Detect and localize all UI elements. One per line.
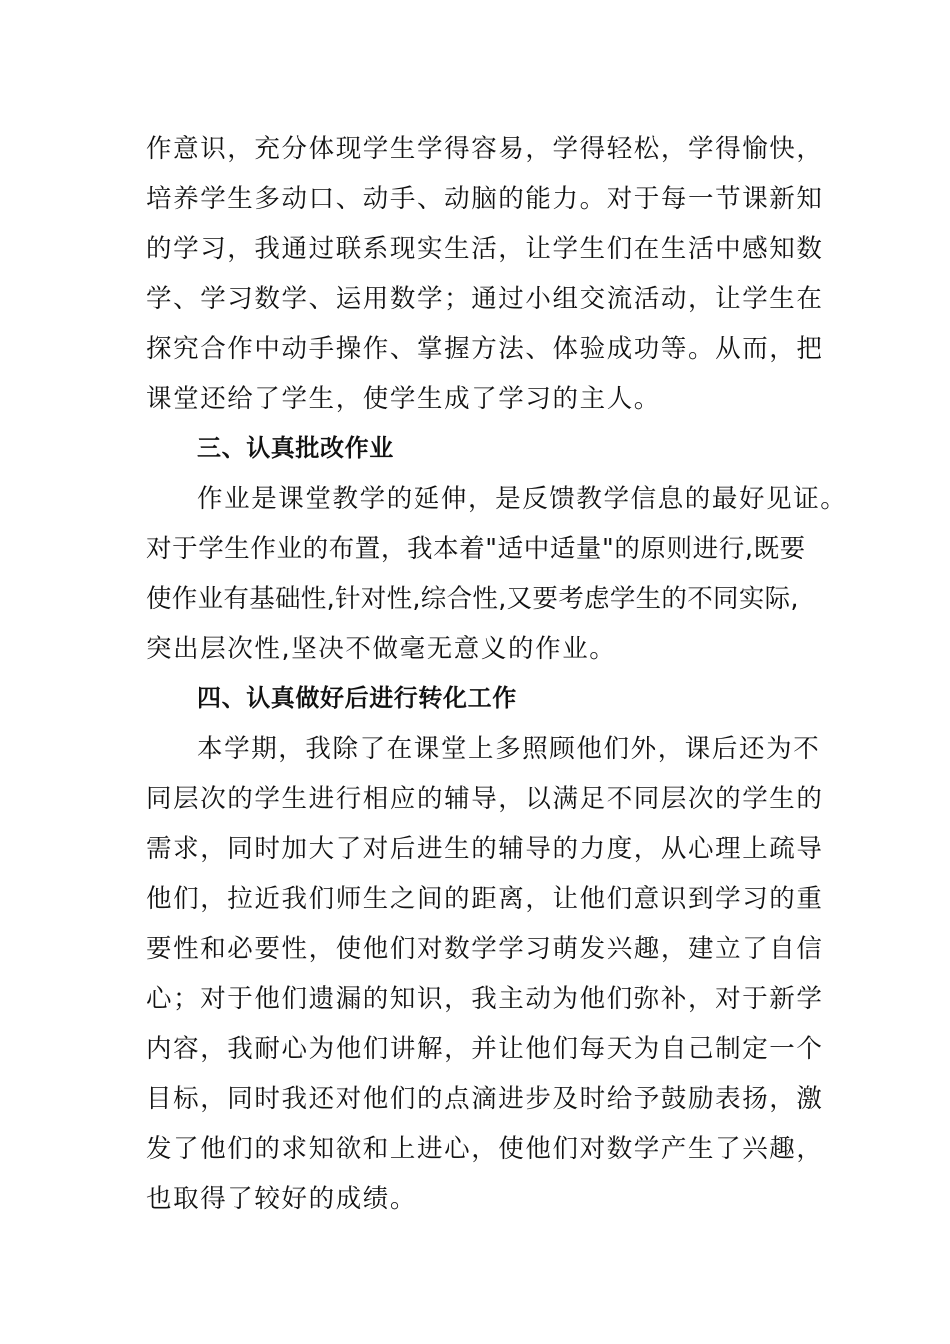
- paragraph-1-line: 探究合作中动手操作、掌握方法、体验成功等。从而，把: [146, 334, 824, 364]
- paragraph-1-line: 课堂还给了学生，使学生成了学习的主人。: [146, 384, 661, 414]
- paragraph-3-line: 需求，同时加大了对后进生的辅导的力度，从心理上疏导: [146, 834, 824, 864]
- paragraph-1-line: 学、学习数学、运用数学；通过小组交流活动，让学生在: [146, 284, 824, 314]
- paragraph-2-line: 突出层次性,坚决不做毫无意义的作业。: [146, 634, 617, 664]
- paragraph-3-line: 他们，拉近我们师生之间的距离，让他们意识到学习的重: [146, 884, 824, 914]
- paragraph-1-line: 作意识，充分体现学生学得容易，学得轻松，学得愉快，: [146, 134, 824, 164]
- paragraph-3-line: 目标，同时我还对他们的点滴进步及时给予鼓励表扬，激: [146, 1084, 824, 1114]
- paragraph-2-line: 作业是课堂教学的延伸，是反馈教学信息的最好见证。: [197, 484, 848, 514]
- section-heading-3: 三、认真批改作业: [197, 434, 394, 462]
- paragraph-1-line: 的学习，我通过联系现实生活，让学生们在生活中感知数: [146, 234, 824, 264]
- paragraph-3-line: 本学期，我除了在课堂上多照顾他们外，课后还为不: [197, 734, 821, 764]
- section-heading-4: 四、认真做好后进行转化工作: [197, 684, 517, 712]
- paragraph-3-line: 心；对于他们遗漏的知识，我主动为他们弥补，对于新学: [146, 984, 824, 1014]
- paragraph-3-line: 也取得了较好的成绩。: [146, 1184, 418, 1214]
- paragraph-2-line: 对于学生作业的布置，我本着"适中适量"的原则进行,既要: [146, 534, 806, 564]
- paragraph-3-line: 要性和必要性，使他们对数学学习萌发兴趣，建立了自信: [146, 934, 824, 964]
- paragraph-2-line: 使作业有基础性,针对性,综合性,又要考虑学生的不同实际,: [146, 584, 799, 614]
- paragraph-3-line: 内容，我耐心为他们讲解，并让他们每天为自己制定一个: [146, 1034, 824, 1064]
- paragraph-3-line: 同层次的学生进行相应的辅导，以满足不同层次的学生的: [146, 784, 824, 814]
- paragraph-3-line: 发了他们的求知欲和上进心，使他们对数学产生了兴趣，: [146, 1134, 824, 1164]
- paragraph-1-line: 培养学生多动口、动手、动脑的能力。对于每一节课新知: [146, 184, 824, 214]
